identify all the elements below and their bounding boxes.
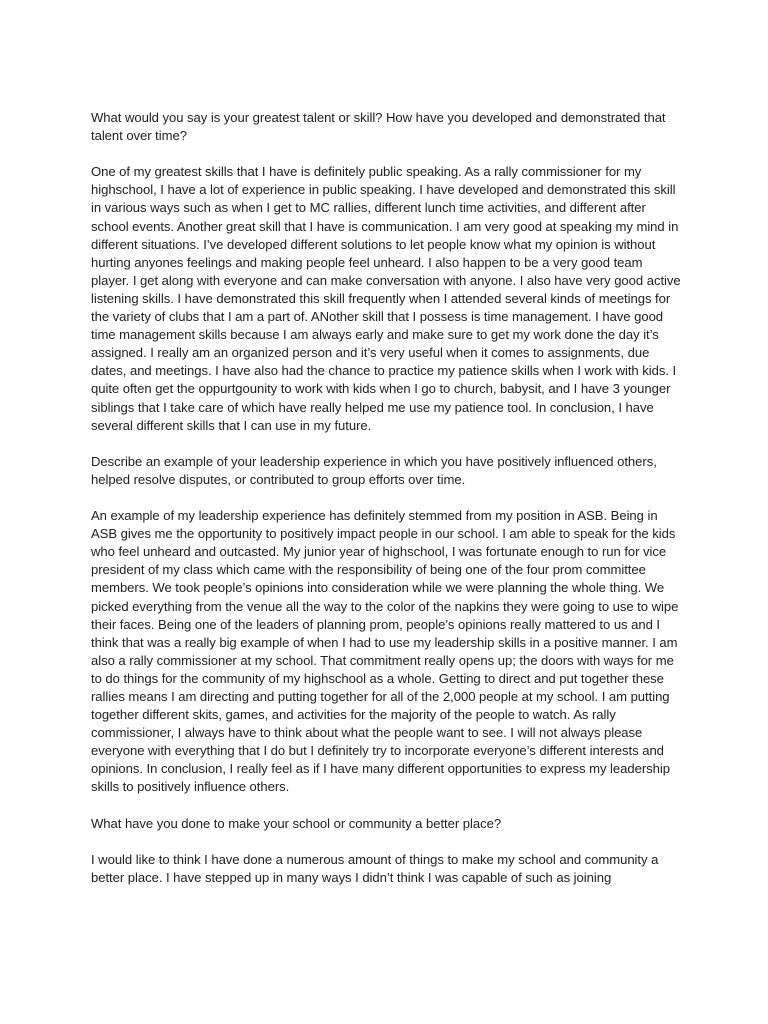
answer-1: One of my greatest skills that I have is definitely public speaking. As a rally commissioner for my highschool, I have a lot of experience in public speaking. I have developed and demonstrated this skill in various ways such as when I get to MC rallies, different lunch time activities, and different after school events. Another great skill that I have is communication. I am very good at speaking my mind in different situations. I’ve developed different solutions to let people know what my opinion is without hurting anyones feelings and making people feel unheard. I also happen to be a very good team player. I get along with everyone and can make conversation with anyone. I also have very good active listening skills. I have demonstrated this skill frequently when I attended several kinds of meetings for the variety of clubs that I am a part of. ANother skill that I possess is time management. I have good time management skills because I am always early and make sure to get my work done the day it’s assigned. I really am an organized person and it’s very useful when it comes to assignments, due dates, and meetings. I have also had the chance to practice my patience skills when I work with kids. I quite often get the oppurtgounity to work with kids when I go to church, babysit, and I have 3 younger siblings that I take care of which have really helped me use my patience tool. In conclusion, I have several different skills that I can use in my future. (91, 164, 681, 433)
question-3: What have you done to make your school or community a better place? (91, 815, 502, 831)
document-body (91, 109, 681, 905)
answer-2: An example of my leadership experience has definitely stemmed from my position in ASB. Being in ASB gives me the opportunity to positively impact people in our school. I am able to speak for the kids who feel unheard and outcasted. My junior year of highschool, I was fortunate enough to run for vice president of my class which came with the responsibility of being one of the four prom committee members. We took people’s opinions into consideration while we were planning the whole thing. We picked everything from the venue all the way to the color of the napkins they were going to use to wipe their faces. Being one of the leaders of planning prom, people’s opinions really mattered to us and I think that was a really big example of when I had to use my leadership skills in a positive manner. I am also a rally commissioner at my school. That commitment really opens up; the doors with ways for me to do things for the community of my highschool as a whole. Getting to direct and put together these rallies means I am directing and putting together for all of the 2,000 people at my school. I am putting together different skits, games, and activities for the majority of the people to watch. As rally commissioner, I always have to think about what the people want to see. I will not always please everyone with everything that I do but I definitely try to incorporate everyone’s different interests and opinions. In conclusion, I really feel as if I have many different opportunities to express my leadership skills to positively influence others. (91, 508, 679, 795)
question-2: Describe an example of your leadership experience in which you have positively influenced others, helped resolve disputes, or contributed to group efforts over time. (91, 453, 657, 487)
answer-3: I would like to think I have done a numerous amount of things to make my school and community a better place. I have stepped up in many ways I didn’t think I was capable of such as joining (91, 851, 659, 885)
question-1: What would you say is your greatest talent or skill? How have you developed and demonstrated that talent over time? (91, 110, 666, 144)
